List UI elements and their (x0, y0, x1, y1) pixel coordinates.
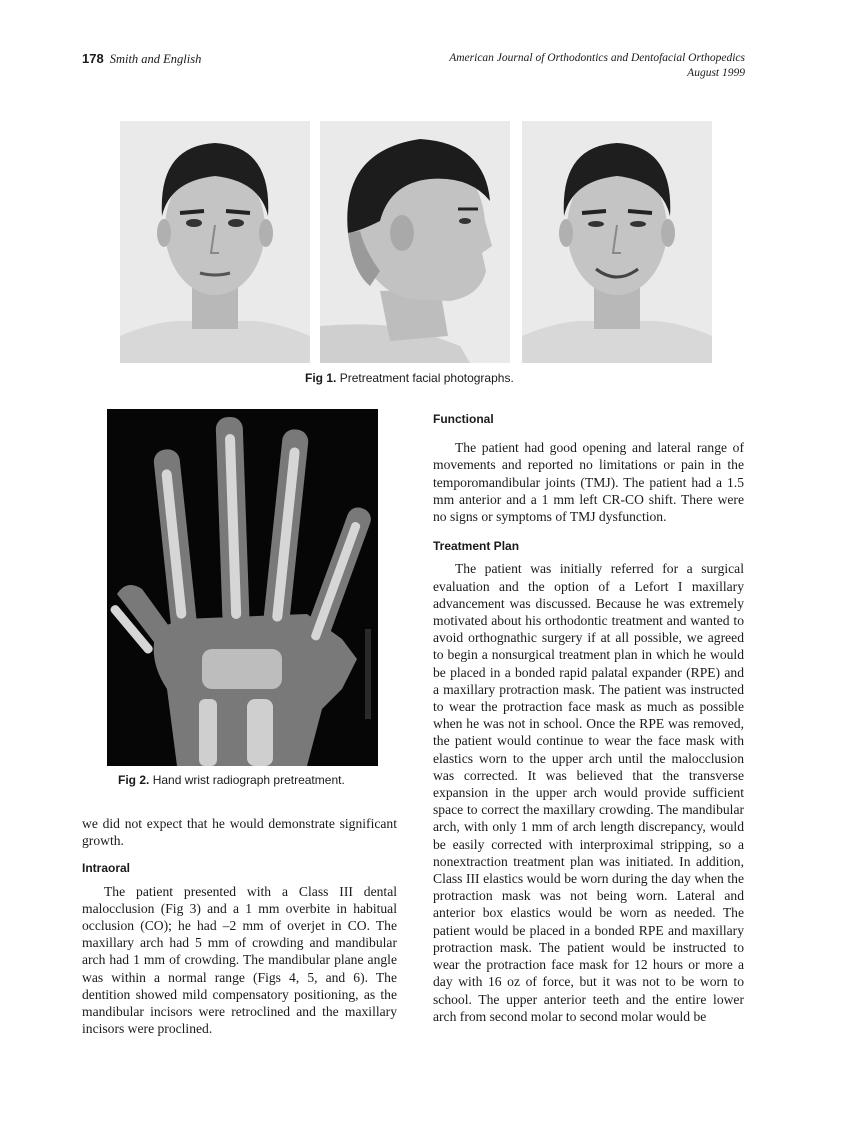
running-authors: Smith and English (109, 52, 202, 66)
hand-wrist-radiograph (107, 409, 378, 766)
functional-paragraph: The patient had good opening and lateral range of movements and reported no limitations or pain in the temporomandibular joints (TMJ). The patient had a 1.5 mm anterior and a 1 mm left CR-CO shift. There were no signs or symptoms of TMJ dysfunction. (433, 440, 744, 525)
smiling-face-photo (522, 121, 712, 363)
running-header-right (449, 51, 745, 81)
intraoral-paragraph: The patient presented with a Class III dental malocclusion (Fig 3) and a 1 mm overbite in habitual occlusion (CO); he had –2 mm of overjet in CO. The maxillary arch had 5 mm of crowding and mandibular arch had 1 mm of crowding. The mandibular plane angle was within a normal range (Figs 4, 5, and 6). The dentition showed mild compensatory positioning, as the mandibular incisors were retroclined and the maxillary incisors were proclined. (82, 883, 397, 1037)
journal-title: American Journal of Orthodontics and Dentofacial Orthopedics (449, 52, 745, 64)
fig2-caption (118, 773, 345, 787)
fig2-label: Fig 2. (118, 773, 150, 787)
running-header-left (82, 51, 201, 67)
intraoral-heading: Intraoral (82, 861, 131, 876)
page-number: 178 (82, 51, 104, 66)
left-column (82, 815, 397, 1037)
continuation-paragraph: we did not expect that he would demonstrate significant growth. (82, 816, 397, 849)
fig2-caption-text: Hand wrist radiograph pretreatment. (152, 773, 345, 787)
fig1-caption (305, 371, 514, 385)
treatment-plan-paragraph: The patient was initially referred for a surgical evaluation and the option of a Lefort I maxillary advancement was discussed. Because he was extremely motivated about his orthodontic treatment and wanted to avoid orthognathic surgery if at all possible, we agreed to begin a nonsurgical treatment plan in which he would be placed in a bonded rapid palatal expander (RPE) and a maxillary protraction mask. The patient was instructed to wear the protraction face mask as much as possible when he was not in school. Once the RPE was removed, the patient would continue to wear the face mask with elastics worn to the upper arch until the malocclusion was corrected. It was believed that the transverse expansion in the upper arch would provide sufficient space to correct the maxillary crowding. The mandibular arch, with only 1 mm of arch length discrepancy, would be easily corrected with interproximal stripping, so a nonextraction treatment plan was initiated. In addition, Class III elastics would be worn during the day when the protraction mask was not being worn. Lateral and anterior box elastics would be worn as needed. The patient would be placed in a bonded RPE and maxillary protraction mask. The patient would be instructed to wear the protraction face mask for 12 hours or more a day with 16 oz of force, but it was not to be worn to school. The upper anterior teeth and the entire lower arch from second molar to second molar would be (433, 561, 744, 1024)
treatment-plan-heading: Treatment Plan (433, 539, 520, 554)
functional-heading: Functional (433, 412, 494, 426)
right-column (433, 411, 744, 1025)
frontal-face-photo (120, 121, 310, 363)
profile-face-photo (320, 121, 510, 363)
fig1-label: Fig 1. (305, 371, 337, 385)
issue-date: August 1999 (687, 67, 745, 79)
fig1-caption-text: Pretreatment facial photographs. (339, 371, 514, 385)
